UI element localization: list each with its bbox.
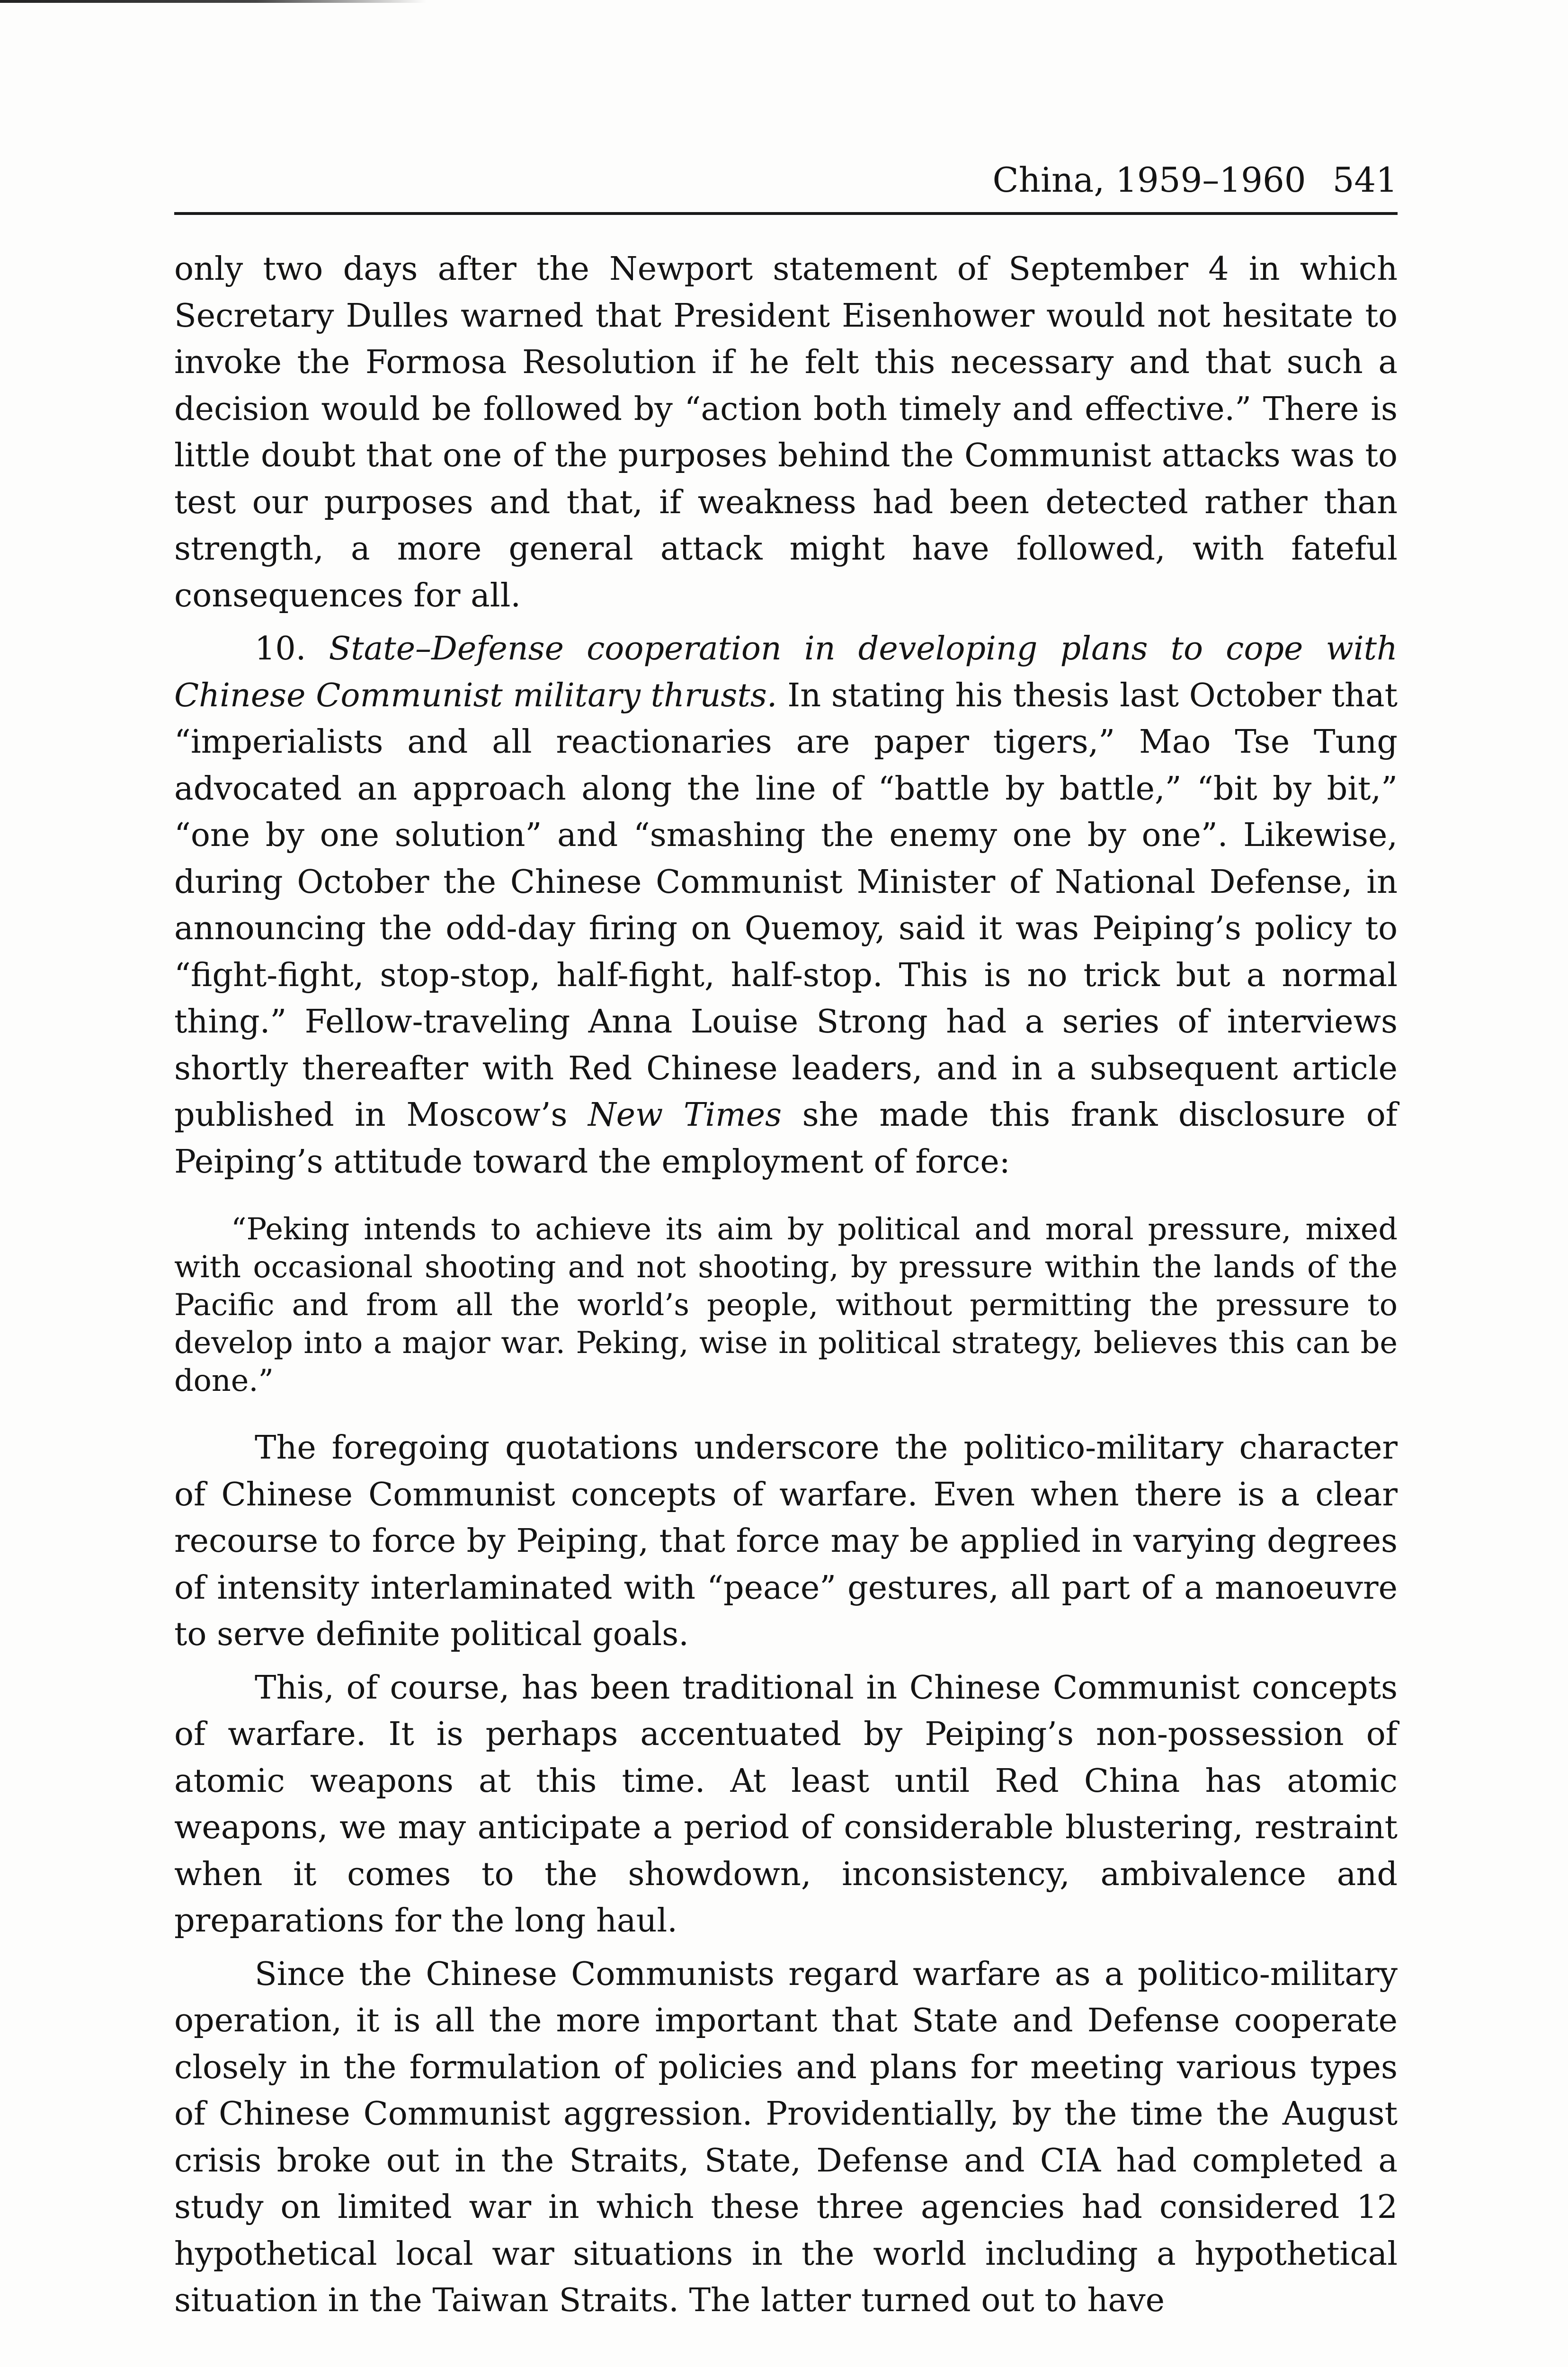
page-number: 541 <box>1332 160 1398 200</box>
body-text <box>174 246 1398 2324</box>
paragraph-text-continued: she made this frank disclosure of Peiping’s attitude toward the employment of force: <box>174 1096 1398 1181</box>
paragraph-text: In stating his thesis last October that “imperialists and all reactionaries are paper tigers,” Mao Tse Tung advocated an approach along the line of “battle by battle,” “bit by bit,” “one by one solution” and “smashing the enemy one by one”. Likewise, during October the Chinese Communist Minister of National Defense, in announcing the odd-day firing on Quemoy, said it was Peiping’s policy to “fight-fight, stop-stop, half-fight, half-stop. This is no trick but a normal thing.” Fellow-traveling Anna Louise Strong had a series of interviews shortly thereafter with Red Chinese leaders, and in a subsequent article published in Moscow’s <box>174 676 1398 1134</box>
paragraph-text: The foregoing quotations underscore the politico-military character of Chinese Communist concepts of warfare. Even when there is a clear recourse to force by Peiping, that force may be applied in varying degrees of intensity interlaminated with “peace” gestures, all part of a manoeuvre to serve definite political goals. <box>174 1429 1398 1653</box>
paragraph-text: Since the Chinese Communists regard warfare as a politico-military operation, it is all the more important that State and Defense cooperate closely in the formulation of policies and plans for meeting various types of Chinese Communist aggression. Providentially, by the time the August crisis broke out in the Straits, State, Defense and CIA had completed a study on limited war in which these three agencies had considered 12 hypothetical local war situations in the world including a hypothetical situation in the Taiwan Straits. The latter turned out to have <box>174 1955 1398 2319</box>
quote-text: “Peking intends to achieve its aim by political and moral pressure, mixed with occasional shooting and not shooting, by pressure within the lands of the Pacific and from all the world’s people, without permitting the pressure to develop into a major war. Peking, wise in political strategy, believes this can be done.” <box>174 1211 1398 1398</box>
paragraph-continuation <box>174 246 1398 619</box>
scan-edge-shadow <box>0 0 426 3</box>
paragraph <box>174 1665 1398 1945</box>
page-header <box>174 156 1398 218</box>
block-quote <box>174 1210 1398 1399</box>
running-head-title: China, 1959–1960 <box>992 160 1306 200</box>
paragraph-text: This, of course, has been traditional in Chinese Communist concepts of warfare. It is perhaps accentuated by Peiping’s non-possession of atomic weapons at this time. At least until Red China has atomic weapons, we may anticipate a period of considerable blustering, restraint when it comes to the showdown, inconsistency, ambivalence and preparations for the long haul. <box>174 1669 1398 1940</box>
header-rule <box>174 212 1398 215</box>
paragraph-numbered-section <box>174 626 1398 1185</box>
section-number: 10. <box>255 630 306 667</box>
section-heading: State–Defense cooperation in developing plans to cope with Chinese Communist military thrusts. <box>174 630 1398 714</box>
paragraph <box>174 1951 1398 2324</box>
running-head <box>993 156 1398 204</box>
paragraph-text: only two days after the Newport statement of September 4 in which Secretary Dulles warned that President Eisenhower would not hesitate to invoke the Formosa Resolution if he felt this necessary and that such a decision would be followed by “action both timely and effective.” There is little doubt that one of the purposes behind the Communist attacks was to test our purposes and that, if weakness had been detected rather than strength, a more general attack might have followed, with fateful consequences for all. <box>174 250 1398 614</box>
publication-title: New Times <box>588 1096 782 1134</box>
paragraph <box>174 1425 1398 1658</box>
